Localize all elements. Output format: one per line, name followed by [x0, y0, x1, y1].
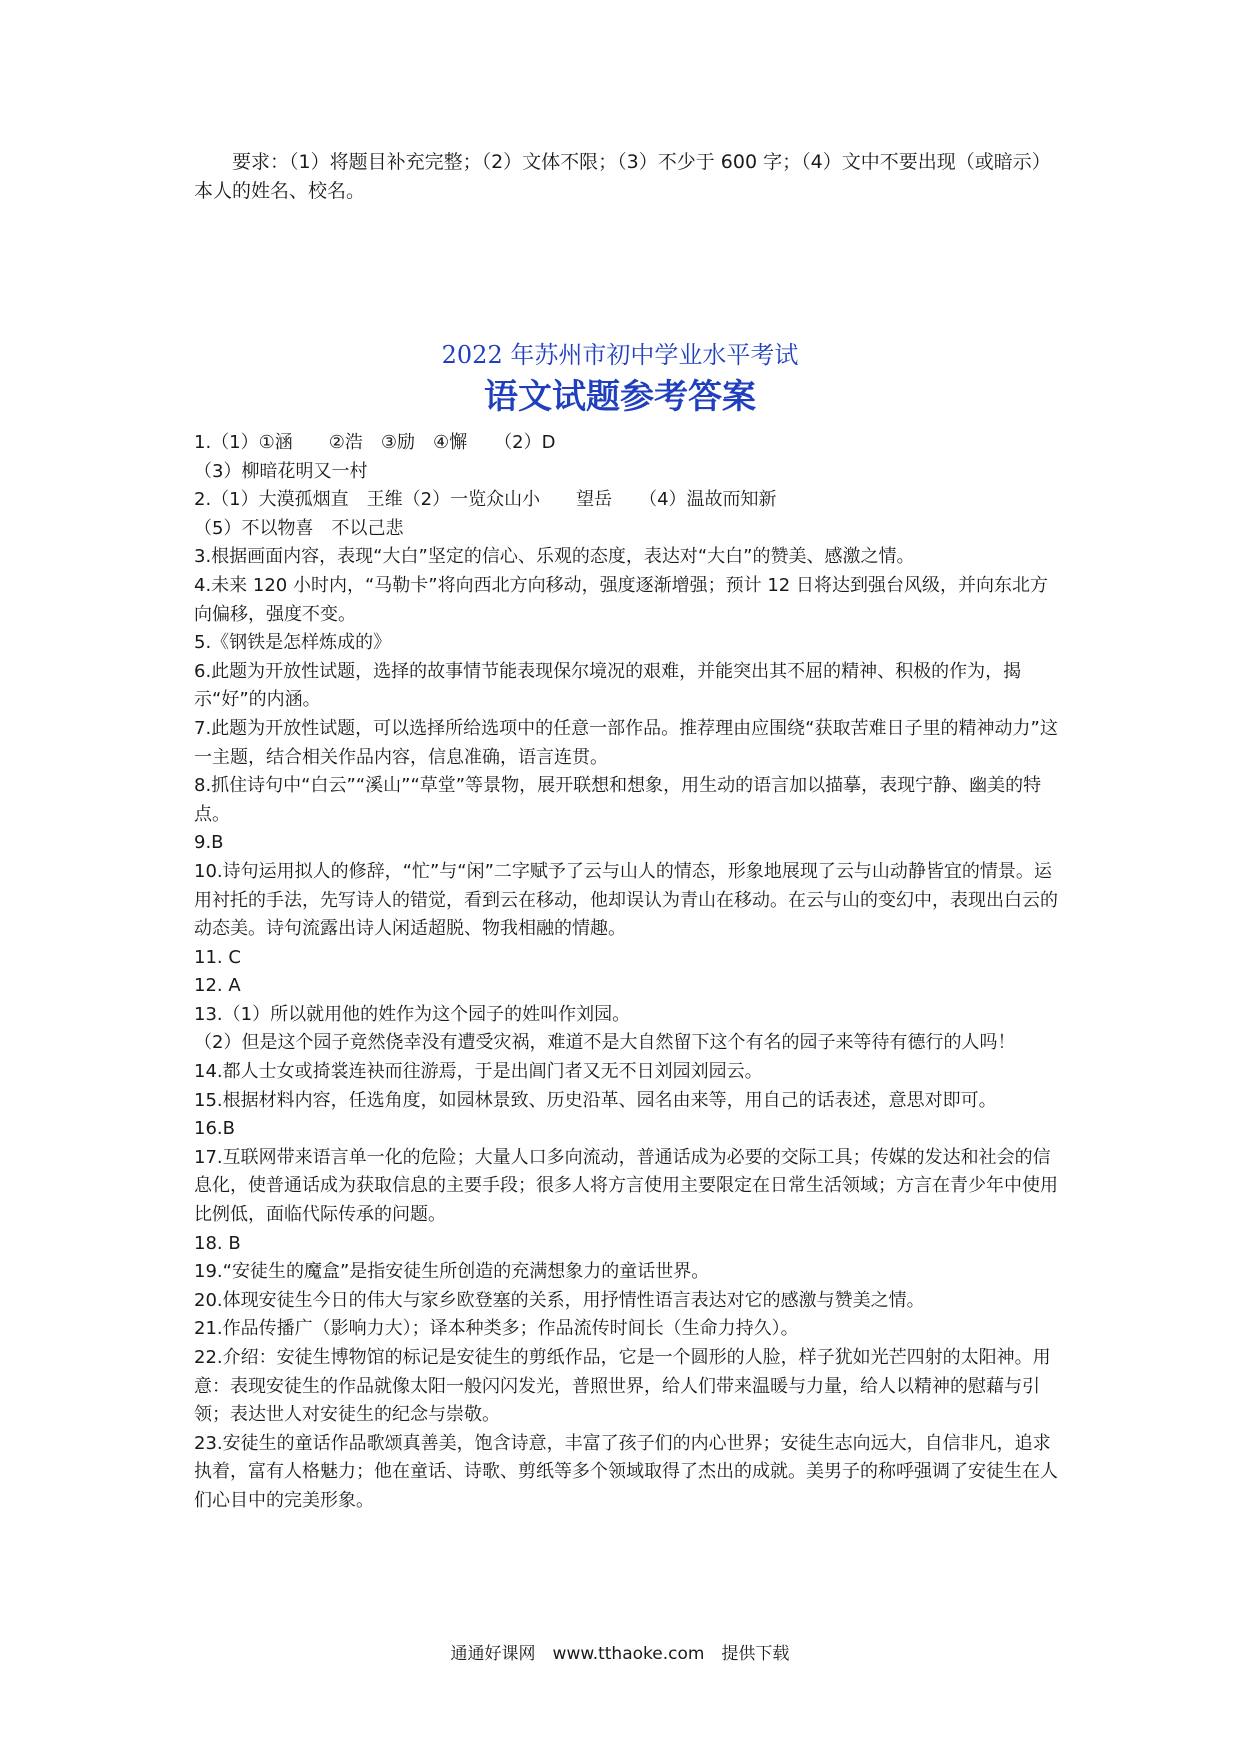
answer-key-heading: 语文试题参考答案: [484, 377, 756, 417]
answer-line: 18. B: [194, 1232, 241, 1254]
answer-line: 17.互联网带来语言单一化的危险；大量人口多向流动，普通话成为必要的交际工具；传媒的发达和社会的信息化，使普通话成为获取信息的主要手段；很多人将方言使用主要限定在日常生活领域；方言在青少年中使用比例低，面临代际传承的问题。: [194, 1146, 1058, 1226]
composition-requirements: [194, 148, 1064, 206]
answer-line: 9.B: [194, 832, 224, 854]
requirements-text: 要求：（1）将题目补充完整；（2）文体不限；（3）不少于 600 字；（4）文中不要出现（或暗示）本人的姓名、校名。: [194, 151, 1051, 202]
answer-line: 6.此题为开放性试题，选择的故事情节能表现保尔境况的艰难，并能突出其不屈的精神、积极的作为，揭示“好”的内涵。: [194, 660, 1022, 711]
answer-line: （2）但是这个园子竟然侥幸没有遭受灾祸，难道不是大自然留下这个有名的园子来等待有德行的人吗！: [194, 1032, 1016, 1054]
answer-line: 7.此题为开放性试题，可以选择所给选项中的任意一部作品。推荐理由应围绕“获取苦难日子里的精神动力”这一主题，结合相关作品内容，信息准确，语言连贯。: [194, 717, 1058, 768]
answer-line: 19.“安徒生的魔盒”是指安徒生所创造的充满想象力的童话世界。: [194, 1261, 710, 1283]
answer-line: 15.根据材料内容，任选角度，如园林景致、历史沿革、园名由来等，用自己的话表述，意思对即可。: [194, 1089, 997, 1111]
answer-line: 16.B: [194, 1118, 235, 1140]
answer-line: 13.（1）所以就用他的姓作为这个园子的姓叫作刘园。: [194, 1003, 631, 1025]
answer-list: [194, 429, 1064, 1516]
download-footer: 通通好课网 www.tthaoke.com 提供下载: [450, 1644, 790, 1664]
answer-line: （5）不以物喜 不以己悲: [194, 517, 404, 539]
answer-line: 21.作品传播广（影响力大）；译本种类多；作品流传时间长（生命力持久）。: [194, 1318, 799, 1340]
answer-line: 23.安徒生的童话作品歌颂真善美，饱含诗意，丰富了孩子们的内心世界；安徒生志向远大，自信非凡，追求执着，富有人格魅力；他在童话、诗歌、剪纸等多个领域取得了杰出的成就。美男子的称呼强调了安徒生在人们心目中的完美形象。: [194, 1432, 1058, 1511]
answer-line: 20.体现安徒生今日的伟大与家乡欧登塞的关系，用抒情性语言表达对它的感激与赞美之情。: [194, 1289, 925, 1311]
answer-line: 1.（1）①涵 ②浩 ③励 ④懈 （2）D: [194, 432, 556, 453]
answer-line: 11. C: [194, 946, 241, 968]
exam-subtitle: 2022 年苏州市初中学业水平考试: [441, 341, 799, 369]
answer-line: 2.（1）大漠孤烟直 王维（2）一览众山小 望岳 （4）温故而知新: [194, 489, 777, 511]
answer-line: 14.都人士女或掎裳连袂而往游焉，于是出阊门者又无不日刘园刘园云。: [194, 1061, 763, 1083]
answer-key-title: [0, 338, 1240, 420]
answer-line: 10.诗句运用拟人的修辞，“忙”与“闲”二字赋予了云与山人的情态，形象地展现了云与山动静皆宜的情景。运用衬托的手法，先写诗人的错觉，看到云在移动，他却误认为青山在移动。在云与山的变幻中，表现出白云的动态美。诗句流露出诗人闲适超脱、物我相融的情趣。: [194, 860, 1058, 940]
answer-line: 8.抓住诗句中“白云”“溪山”“草堂”等景物，展开联想和想象，用生动的语言加以描摹，表现宁静、幽美的特点。: [194, 775, 1042, 825]
answer-line: 3.根据画面内容，表现“大白”坚定的信心、乐观的态度，表达对“大白”的赞美、感激之情。: [194, 546, 915, 568]
answer-line: 4.未来 120 小时内，“马勒卡”将向西北方向移动，强度逐渐增强；预计 12 日将达到强台风级，并向东北方向偏移，强度不变。: [194, 574, 1048, 625]
answer-line: 22.介绍：安徒生博物馆的标记是安徒生的剪纸作品，它是一个圆形的人脸，样子犹如光芒四射的太阳神。用意：表现安徒生的作品就像太阳一般闪闪发光，普照世界，给人们带来温暖与力量，给人以精神的慰藉与引领；表达世人对安徒生的纪念与崇敬。: [194, 1347, 1051, 1426]
answer-line: 5.《钢铁是怎样炼成的》: [194, 632, 392, 654]
answer-line: 12. A: [194, 975, 241, 997]
answer-line: （3）柳暗花明又一村: [194, 460, 368, 482]
